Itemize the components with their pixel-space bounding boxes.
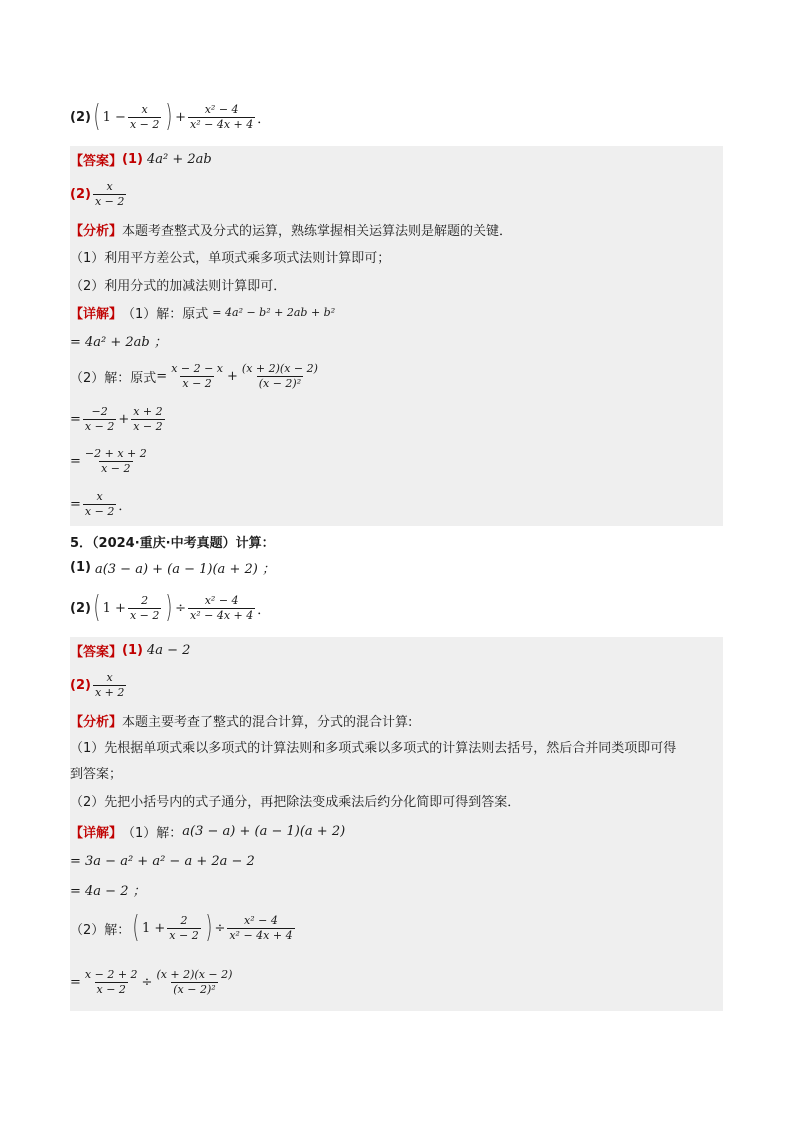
q4-detail-2 [70, 354, 723, 398]
part-label: (1) [70, 559, 91, 575]
q5-title [70, 528, 723, 554]
analysis-text: 本题主要考查了整式的混合计算，分式的混合计算: [122, 714, 413, 730]
q5-analysis-1b [70, 759, 723, 785]
right-paren: ) [165, 99, 173, 134]
fraction: $\frac{x - 2 - x}{x - 2}$ [171, 361, 224, 390]
divide-sign: ÷ [175, 600, 186, 616]
analysis-line: （1）利用平方差公式，单项式乘多项式法则计算即可； [70, 250, 391, 266]
q5-part2 [70, 588, 723, 628]
plus-sign: + [175, 109, 186, 125]
q5-detail-1-result [70, 875, 723, 903]
analysis-line: （2）利用分式的加减法则计算即可． [70, 278, 287, 294]
q4-answer-row [70, 146, 723, 172]
math-one: 1 + [102, 600, 126, 616]
equals: = [70, 496, 81, 512]
fraction: $\frac{x - 2 + 2}{x - 2}$ [84, 967, 138, 996]
detail-result: = 4a² + 2ab ； [70, 334, 167, 350]
detail-expr: a(3 − a) + (a − 1)(a + 2) [182, 823, 346, 839]
answer-2-label: (2) [70, 186, 91, 202]
detail-step: = 3a − a² + a² − a + 2a − 2 [70, 853, 255, 869]
q5-analysis-row [70, 707, 723, 733]
analysis-line: 到答案； [70, 766, 123, 782]
question-title: 5．（2024·重庆·中考真题）计算： [70, 535, 275, 551]
math-one: 1 − [102, 109, 126, 125]
fraction: $\frac{2}{x - 2}$ [169, 913, 199, 942]
fraction: $\frac{x}{x - 2}$ [129, 102, 160, 131]
answer-1-expr: 4a − 2 [146, 642, 191, 658]
q5-part1 [70, 554, 723, 580]
detail-result: = 4a − 2 ； [70, 883, 146, 899]
answer-tag: 【答案】 [70, 153, 123, 169]
q4-analysis-2 [70, 270, 723, 298]
right-paren: ) [165, 590, 173, 625]
q5-answer-row [70, 637, 723, 663]
q4-part2 [70, 98, 723, 136]
fraction: $\frac{x + 2}{x - 2}$ [133, 404, 163, 433]
part-label: (2) [70, 109, 91, 125]
equals: = [70, 411, 81, 427]
answer-2-label: (2) [70, 677, 91, 693]
q5-detail-2-step [70, 953, 723, 1011]
analysis-text: 本题考查整式及分式的运算，熟练掌握相关运算法则是解题的关键． [122, 223, 513, 239]
part-expr: a(3 − a) + (a − 1)(a + 2) ； [94, 561, 275, 577]
answer-1-label: (1) [122, 642, 143, 658]
period: ． [118, 498, 132, 514]
detail-prefix: （1）解： [122, 825, 183, 841]
fraction: $\frac{(x + 2)(x - 2)}{\text{(x − 2)²}}$ [156, 967, 233, 996]
detail-prefix: （2）解：原式 [70, 370, 157, 386]
analysis-tag: 【分析】 [70, 223, 123, 239]
fraction: $\frac{\text{x² − 4}}{\text{x² − 4x + 4}}$ [190, 593, 254, 622]
fraction: $\frac{(x + 2)(x - 2)}{\text{(x − 2)²}}$ [241, 361, 318, 390]
fraction: $\frac{\text{x² − 4}}{\text{x² − 4x + 4}}$ [190, 102, 254, 131]
fraction: $\frac{x}{x - 2}$ [84, 489, 115, 518]
answer-1-expr: 4a² + 2ab [146, 151, 212, 167]
detail-tag: 【详解】 [70, 825, 123, 841]
detail-prefix: （1）解：原式 [122, 306, 209, 322]
analysis-tag: 【分析】 [70, 714, 123, 730]
q5-analysis-1a [70, 733, 723, 759]
equals: = [156, 368, 168, 384]
q4-analysis-1 [70, 242, 723, 270]
equals: = [70, 974, 81, 990]
math-one: 1 + [142, 920, 166, 936]
q4-detail-1-result [70, 326, 723, 354]
fraction: $\frac{x}{x + 2}$ [94, 670, 125, 699]
q5-detail-1-step [70, 847, 723, 875]
q5-detail-1 [70, 815, 723, 847]
q4-analysis-row [70, 216, 723, 242]
analysis-line: （2）先把小括号内的式子通分，再把除法变成乘法后约分化简即可得到答案． [70, 794, 521, 810]
left-paren: ( [132, 910, 140, 945]
fraction: $\frac{-2}{x - 2}$ [84, 404, 115, 433]
part-label: (2) [70, 600, 91, 616]
plus-sign: + [227, 368, 238, 384]
detail-prefix: （2）解： [70, 922, 131, 938]
period: ． [257, 111, 271, 127]
divide-sign: ÷ [214, 920, 226, 936]
q5-analysis-2 [70, 785, 723, 815]
q5-detail-2 [70, 903, 723, 953]
fraction: $\frac{x}{x - 2}$ [94, 179, 125, 208]
q4-step-b [70, 440, 723, 482]
q4-step-c [70, 482, 723, 526]
answer-1-label: (1) [122, 151, 143, 167]
equals: = [70, 453, 81, 469]
detail-expr: = 4a² − b² + 2ab + b² [212, 305, 336, 319]
period: ． [257, 602, 271, 618]
plus-sign: + [118, 411, 130, 427]
divide-sign: ÷ [141, 974, 153, 990]
left-paren: ( [93, 590, 101, 625]
q4-detail-1 [70, 298, 723, 326]
detail-tag: 【详解】 [70, 306, 123, 322]
fraction: $\frac{\text{x² − 4}}{\text{x² − 4x + 4}}$ [229, 913, 293, 942]
q5-answer-2-row [70, 663, 723, 707]
q4-answer-2-row [70, 172, 723, 216]
analysis-line: （1）先根据单项式乘以多项式的计算法则和多项式乘以多项式的计算法则去括号，然后合并同类项即可得 [70, 740, 677, 756]
fraction: $\frac{2}{x - 2}$ [129, 593, 160, 622]
right-paren: ) [205, 910, 213, 945]
q4-step-a [70, 398, 723, 440]
fraction: $\frac{-2 + x + 2}{x - 2}$ [84, 446, 147, 475]
left-paren: ( [93, 99, 101, 134]
answer-tag: 【答案】 [70, 644, 123, 660]
